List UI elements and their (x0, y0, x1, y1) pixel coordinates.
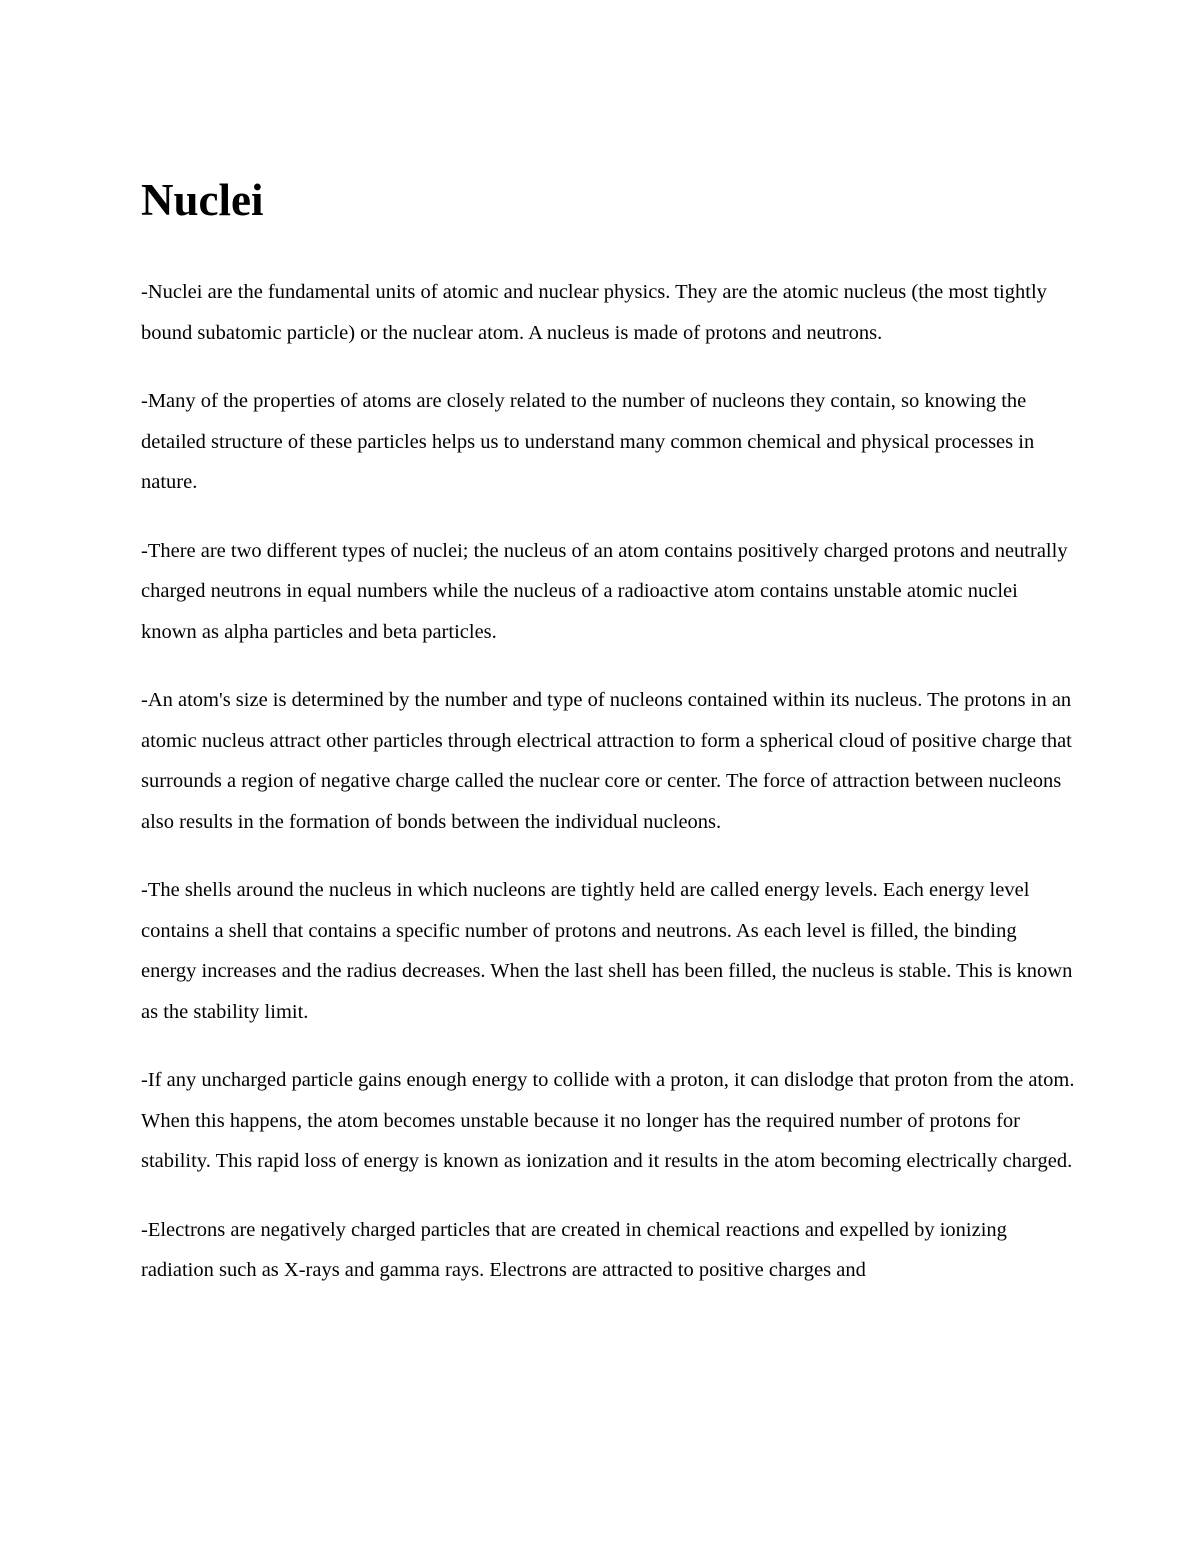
paragraph-1: -Nuclei are the fundamental units of atomic and nuclear physics. They are the atomic nucleus (the most tightly bound subatomic particle) or the nuclear atom. A nucleus is made of protons and neutrons. (141, 281, 1047, 344)
document-title: Nuclei (141, 175, 264, 225)
document-body (141, 272, 1076, 1319)
paragraph-2: -Many of the properties of atoms are closely related to the number of nucleons they contain, so knowing the detailed structure of these particles helps us to understand many common chemical and physical processes in nature. (141, 390, 1035, 493)
paragraph-6: -If any uncharged particle gains enough energy to collide with a proton, it can dislodge that proton from the atom. When this happens, the atom becomes unstable because it no longer has the required number of protons for stability. This rapid loss of energy is known as ionization and it results in the atom becoming electrically charged. (141, 1069, 1075, 1172)
paragraph-7: -Electrons are negatively charged particles that are created in chemical reactions and expelled by ionizing radiation such as X-rays and gamma rays. Electrons are attracted to positive charges and (141, 1218, 1007, 1281)
paragraph-3: -There are two different types of nuclei; the nucleus of an atom contains positively charged protons and neutrally charged neutrons in equal numbers while the nucleus of a radioactive atom contains unstable atomic nuclei known as alpha particles and beta particles. (141, 539, 1068, 643)
paragraph-5: -The shells around the nucleus in which nucleons are tightly held are called energy levels. Each energy level contains a shell that contains a specific number of protons and neutrons. As each level is filled, the binding energy increases and the radius decreases. When the last shell has been filled, the nucleus is stable. This is known as the stability limit. (141, 879, 1073, 1023)
paragraph-4: -An atom's size is determined by the number and type of nucleons contained within its nucleus. The protons in an atomic nucleus attract other particles through electrical attraction to form a spherical cloud of positive charge that surrounds a region of negative charge called the nuclear core or center. The force of attraction between nucleons also results in the formation of bonds between the individual nucleons. (141, 689, 1072, 833)
